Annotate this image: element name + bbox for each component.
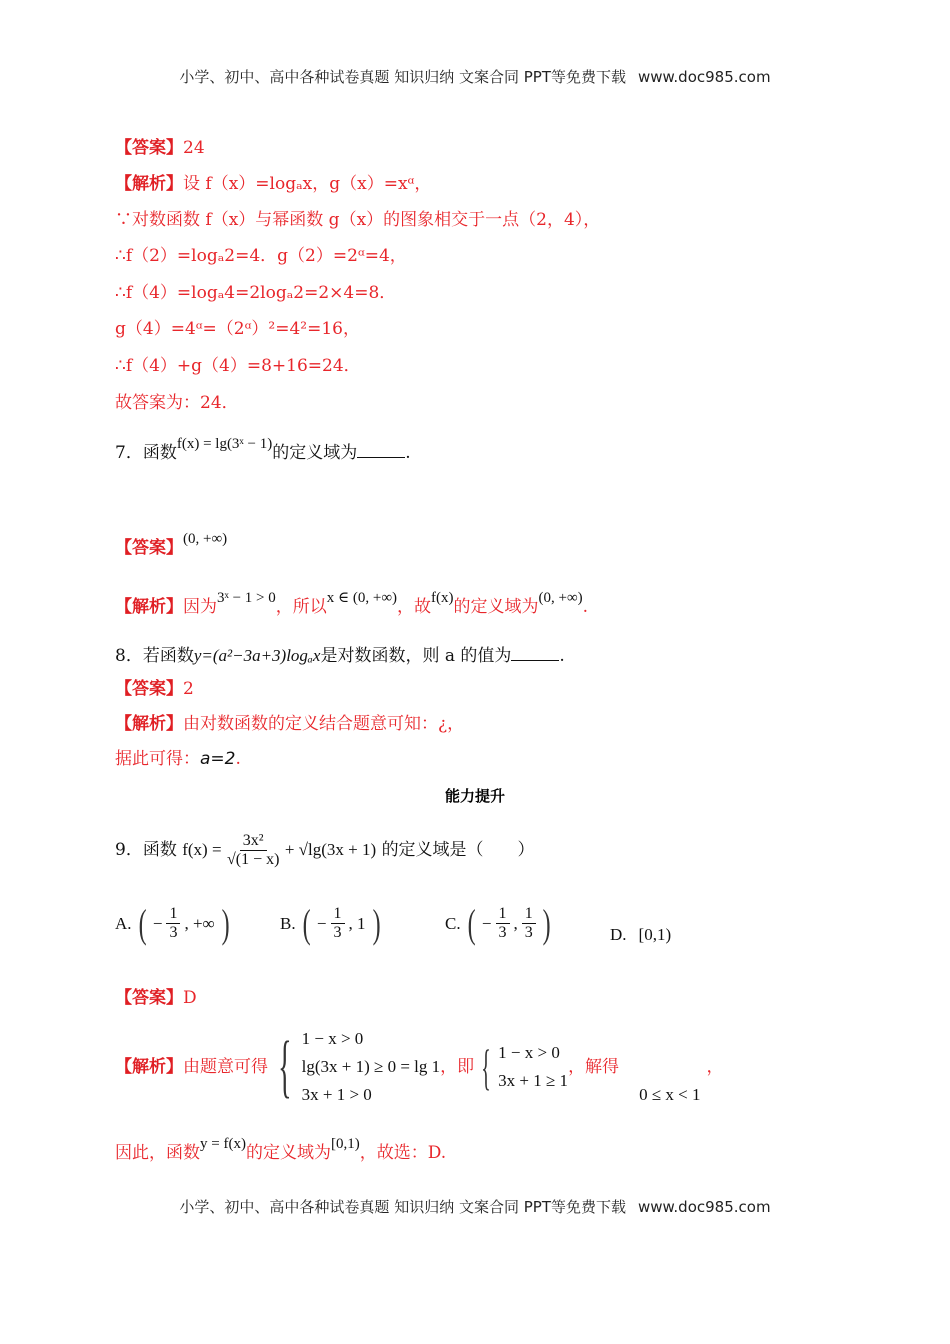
q6-analysis-line-6: ∴f（4）+g（4）=8+16=24． — [115, 356, 361, 376]
q9-answer: 【答案】D — [115, 988, 197, 1008]
inequality-system-1: { 1 − x > 0 lg(3x + 1) ≥ 0 = lg 1 3x + 1 > 0 — [278, 1028, 441, 1105]
q6-answer-value: 24 — [183, 138, 205, 158]
q9-fraction: $\frac{\text{3x²}}{√(1 - x)}$ — [226, 832, 280, 868]
q8-answer: 【答案】2 — [115, 679, 194, 699]
answer-blank — [511, 646, 559, 661]
q8-question: 8．若函数y=(a²−3a+3)logₐx是对数函数，则 a 的值为 . — [115, 646, 565, 666]
q6-analysis-line-5: g（4）=4ᵅ=（2ᵅ）²=4²=16， — [115, 319, 360, 339]
q9-analysis: 【解析】 由题意可得 { 1 − x > 0 lg(3x + 1) ≥ 0 = lg 1 3x + 1 > 0 ，即 { 1 − x > 0 3x + 1 ≥ 1 ，解得 0 ≤ x < 1 ， — [115, 1022, 723, 1112]
header-url[interactable]: www.doc985.com — [637, 68, 771, 86]
q7-analysis: 【解析】因为3ˣ − 1 > 0，所以x ∈ (0, +∞)，故f(x)的定义域为(0, +∞). — [115, 590, 589, 617]
q6-analysis-line-2: ∵对数函数 f（x）与幂函数 g（x）的图象相交于一点（2，4）， — [115, 210, 601, 230]
header-text: 小学、初中、高中各种试卷真题 知识归纳 文案合同 PPT等免费下载 — [179, 68, 626, 86]
option-c[interactable]: C. ( − $\frac{1}{3}$ , $\frac{1}{3}$ ) — [445, 901, 551, 946]
q8-formula: y=(a²−3a+3)logₐx — [193, 646, 321, 665]
q6-analysis-line-7: 故答案为：24． — [115, 393, 239, 413]
q6-analysis-line-4: ∴f（4）=logₐ4=2logₐ2=2×4=8． — [115, 283, 397, 303]
q9-question: 9．函数 f(x) = $\frac{\text{3x²}}{√(1 - x)}$ + √lg(3x + 1) 的定义域是（ ） — [115, 832, 535, 868]
section-title: 能力提升 — [444, 787, 505, 805]
q9-conclusion: 因此，函数y = f(x)的定义域为[0,1)，故选：D. — [115, 1136, 447, 1163]
q6-analysis-line-3: ∴f（2）=logₐ2=4．g（2）=2ᵅ=4， — [115, 246, 407, 266]
q8-analysis-conclusion: 据此可得：a=2. — [115, 749, 241, 769]
answer-blank — [357, 443, 405, 458]
inequality-system-2: { 1 − x > 0 3x + 1 ≥ 1 — [481, 1039, 569, 1095]
q8-analysis: 【解析】由对数函数的定义结合题意可知：¿， — [115, 714, 465, 734]
q6-analysis-line-1: 【解析】设 f（x）=logₐx，g（x）=xᵅ， — [115, 174, 432, 194]
option-d[interactable]: D. [0,1) — [610, 925, 672, 944]
q7-answer-value: (0, +∞) — [183, 531, 228, 547]
footer-text: 小学、初中、高中各种试卷真题 知识归纳 文案合同 PPT等免费下载 — [179, 1198, 626, 1216]
analysis-tag: 【解析】 — [115, 174, 183, 194]
q7-answer: 【答案】(0, +∞) — [115, 531, 228, 558]
page-footer — [0, 1196, 950, 1217]
option-b[interactable]: B. ( − $\frac{1}{3}$ , 1 ) — [280, 901, 381, 946]
option-a[interactable]: A. ( − $\frac{1}{3}$ , +∞ ) — [115, 901, 230, 946]
answer-tag: 【答案】 — [115, 138, 183, 158]
footer-url[interactable]: www.doc985.com — [637, 1198, 771, 1216]
q7-question: 7．函数f(x) = lg(3ˣ − 1)的定义域为 . — [115, 436, 411, 463]
q7-formula: f(x) = lg(3ˣ − 1) — [176, 436, 273, 452]
q6-answer — [115, 137, 205, 159]
page-header — [0, 66, 950, 87]
